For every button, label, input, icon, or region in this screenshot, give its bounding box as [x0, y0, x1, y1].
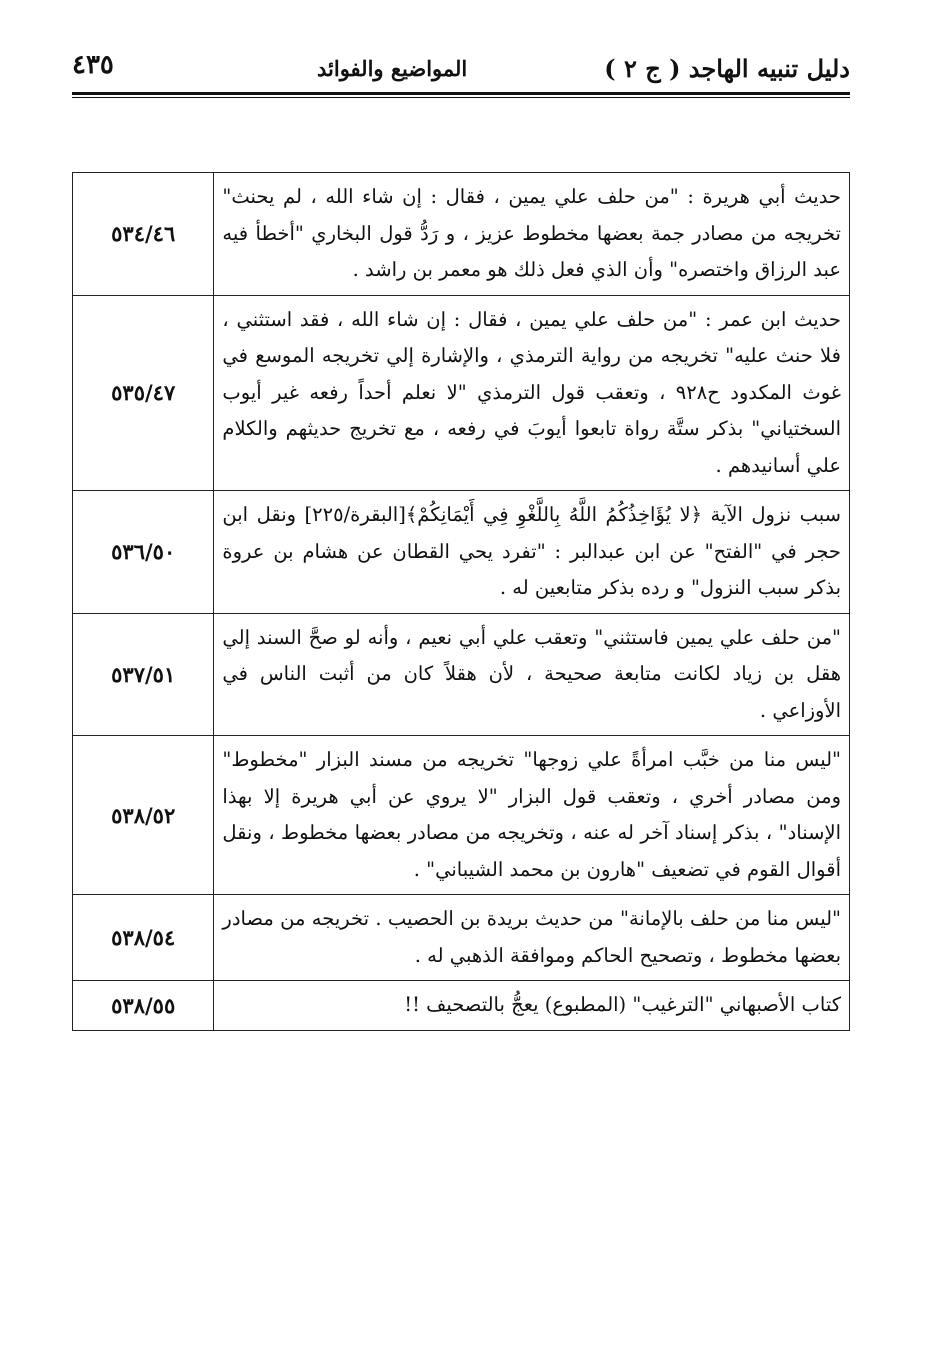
- page-reference: ٥٣٨/٥٤: [73, 895, 214, 981]
- topics-table: [72, 172, 850, 1031]
- section-title: المواضيع والفوائد: [317, 56, 468, 81]
- page-header: [72, 44, 850, 96]
- table-row: [73, 895, 850, 981]
- table-row: [73, 491, 850, 614]
- topic-description: سبب نزول الآية ﴿لا يُؤَاخِذُكُمُ اللَّهُ بِاللَّغْوِ فِي أَيْمَانِكُمْ﴾[البقرة/٢٢٥] ونقل ابن حجر في "الفتح" عن ابن عبدالبر : "تفرد يحي القطان عن هشام بن عروة بذكر سبب النزول" و رده بذكر متابعين له .: [214, 491, 850, 614]
- book-title: دليل تنبيه الهاجد ( ج ٢ ): [604, 54, 850, 83]
- topic-description: "من حلف علي يمين فاستثني" وتعقب علي أبي نعيم ، وأنه لو صحَّ السند إلي هقل بن زياد لكانت متابعة صحيحة ، لأن هقلاً كان من أثبت الناس في الأوزاعي .: [214, 613, 850, 736]
- topic-description: "ليس منا من حلف بالإمانة" من حديث بريدة بن الحصيب . تخريجه من مصادر بعضها مخطوط ، وتصحيح الحاكم وموافقة الذهبي له .: [214, 895, 850, 981]
- topic-description: حديث ابن عمر : "من حلف علي يمين ، فقال : إن شاء الله ، فقد استثني ، فلا حنث عليه" تخريجه من رواية الترمذي ، والإشارة إلي تخريجه الموسع في غوث المكدود ح٩٢٨ ، وتعقب قول الترمذي "لا نعلم أحداً رفعه غير أيوب السختياني" بذكر ستَّة رواة تابعوا أيوبَ في رفعه ، مع تخريج حديثهم والكلام علي أسانيدهم .: [214, 295, 850, 491]
- header-rule-thin: [72, 97, 850, 98]
- header-rule: [72, 92, 850, 95]
- page-reference: ٥٣٦/٥٠: [73, 491, 214, 614]
- page-reference: ٥٣٥/٤٧: [73, 295, 214, 491]
- page-reference: ٥٣٧/٥١: [73, 613, 214, 736]
- page-reference: ٥٣٨/٥٥: [73, 981, 214, 1031]
- page-reference: ٥٣٤/٤٦: [73, 173, 214, 296]
- topic-description: حديث أبي هريرة : "من حلف علي يمين ، فقال : إن شاء الله ، لم يحنث" تخريجه من مصادر جمة بعضها مخطوط عزيز ، و رَدُّ قول البخاري "أخطأ فيه عبد الرزاق واختصره" وأن الذي فعل ذلك هو معمر بن راشد .: [214, 173, 850, 296]
- topic-description: "ليس منا من خبَّب امرأةً علي زوجها" تخريجه من مسند البزار "مخطوط" ومن مصادر أخري ، وتعقب قول البزار "لا يروي عن أبي هريرة إلا بهذا الإسناد" ، بذكر إسناد آخر له عنه ، وتخريجه من مصادر بعضها مخطوط ، ونقل أقوال القوم في تضعيف "هارون بن محمد الشيباني" .: [214, 736, 850, 895]
- table-row: [73, 736, 850, 895]
- table-row: [73, 613, 850, 736]
- table-row: [73, 173, 850, 296]
- table-row: [73, 295, 850, 491]
- page-number: ٤٣٥: [72, 50, 114, 80]
- topic-description: كتاب الأصبهاني "الترغيب" (المطبوع) يعجُّ بالتصحيف !!: [214, 981, 850, 1031]
- page-reference: ٥٣٨/٥٢: [73, 736, 214, 895]
- table-row: [73, 981, 850, 1031]
